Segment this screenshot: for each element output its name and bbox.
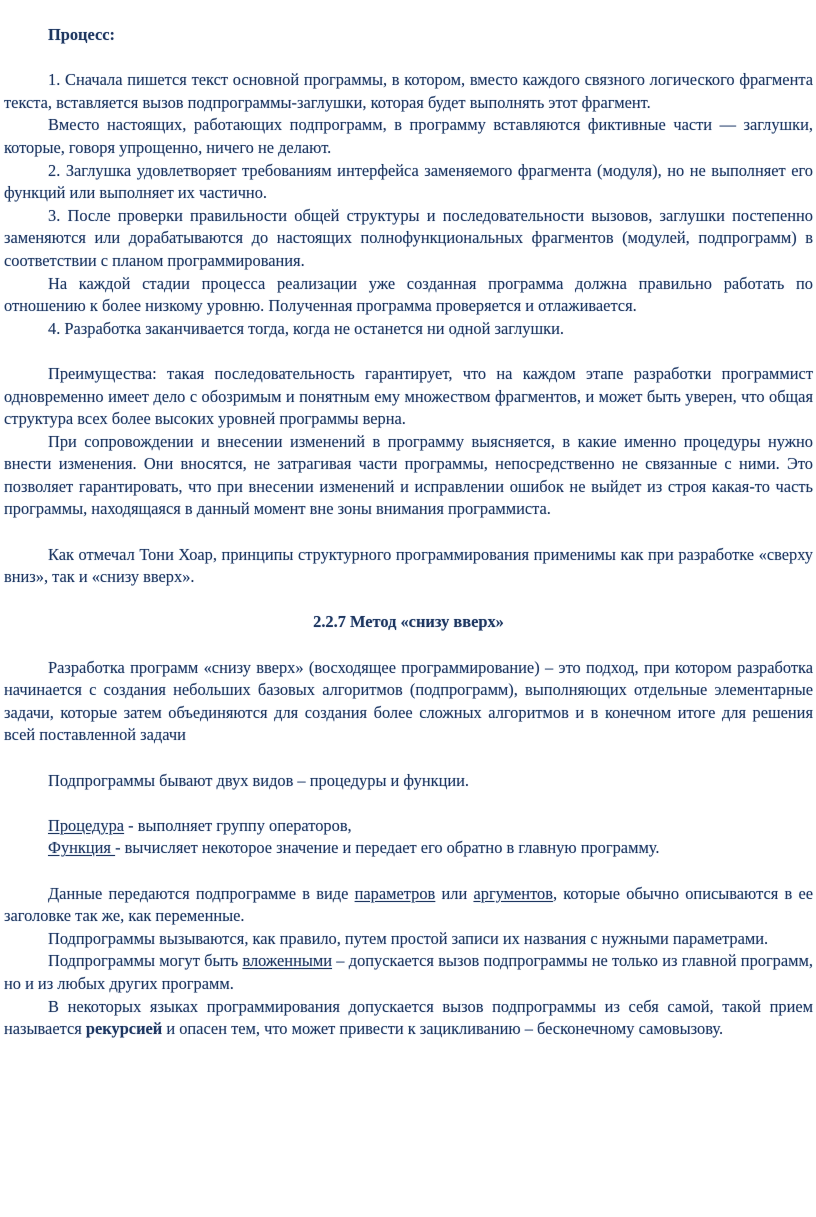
paragraph-calls: Подпрограммы вызываются, как правило, путем простой записи их названия с нужными параметрами.	[48, 928, 769, 948]
paragraph-bottom-up: Разработка программ «снизу вверх» (восходящее программирование) – это подход, при котором разработка начинается с создания небольших базовых алгоритмов (подпрограмм), выполняющих отдельные элементарные задачи, которые затем объединяются для создания более сложных алгоритмов и в конечном итоге для решения всей поставленной задачи	[4, 657, 813, 745]
term-nested: вложенными	[242, 951, 333, 971]
definition-function	[4, 837, 813, 860]
term-function: Функция	[48, 838, 116, 858]
paragraph-nested	[4, 950, 813, 995]
text-fragment: Подпрограммы могут быть	[48, 951, 243, 971]
paragraph-subprogram-types: Подпрограммы бывают двух видов – процедуры и функции.	[48, 770, 469, 790]
paragraph-hoare: Как отмечал Тони Хоар, принципы структурного программирования применимы как при разработке «сверху вниз», так и «снизу вверх».	[4, 544, 813, 587]
definition-function-text: - вычисляет некоторое значение и передает его обратно в главную программу.	[115, 838, 660, 858]
paragraph-step-4: 4. Разработка заканчивается тогда, когда не останется ни одной заглушки.	[48, 318, 564, 338]
paragraph-parameters	[4, 883, 813, 928]
definition-procedure-text: - выполняет группу операторов,	[124, 815, 352, 835]
text-fragment: и опасен тем, что может привести к зацикливанию – бесконечному самовызову.	[162, 1019, 724, 1039]
section-title: 2.2.7 Метод «снизу вверх»	[313, 612, 504, 632]
definition-procedure	[4, 815, 813, 838]
text-fragment: , которые обычно описываются в ее заголовке так же, как переменные.	[4, 883, 814, 926]
process-heading: Процесс:	[48, 25, 115, 44]
text-fragment: или	[435, 883, 474, 903]
text-fragment: – допускается вызов подпрограммы не только из главной программ, но и из любых других программ.	[4, 951, 813, 993]
term-recursion: рекурсией	[85, 1019, 163, 1039]
paragraph-step-2: 2. Заглушка удовлетворяет требованиям интерфейса заменяемого фрагмента (модуля), но не выполняет его функций или выполняет их частично.	[4, 160, 813, 203]
paragraph-stubs: Вместо настоящих, работающих подпрограмм, в программу вставляются фиктивные части — заглушки, которые, говоря упрощенно, ничего не делают.	[4, 115, 813, 157]
paragraph-maintenance: При сопровождении и внесении изменений в программу выясняется, в какие именно процедуры нужно внести изменения. Они вносятся, не затрагивая части программы, непосредственно не связанные с ними. Это позволяет гарантировать, что при внесении изменений и исправлении ошибок не выйдет из строя какая-то часть программы, находящаяся в данный момент вне зоны внимания программиста.	[4, 431, 813, 519]
paragraph-step-1: 1. Сначала пишется текст основной программы, в котором, вместо каждого связного логического фрагмента текста, вставляется вызов подпрограммы-заглушки, которая будет выполнять этот фрагмент.	[4, 70, 813, 112]
paragraph-advantages: Преимущества: такая последовательность гарантирует, что на каждом этапе разработки программист одновременно имеет дело с обозримым и понятным ему множеством фрагментов, и может быть уверен, что общая структура всех более высоких уровней программы верна.	[4, 363, 813, 429]
paragraph-stages: На каждой стадии процесса реализации уже созданная программа должна правильно работать по отношению к более низкому уровню. Полученная программа проверяется и отлаживается.	[4, 273, 813, 316]
text-fragment: В некоторых языках программирования допускается вызов подпрограммы из себя самой, такой прием называется	[4, 996, 813, 1039]
term-parameters: параметров	[354, 883, 436, 903]
paragraph-recursion	[4, 996, 813, 1041]
term-arguments: аргументов	[473, 883, 553, 903]
term-procedure: Процедура	[48, 815, 125, 835]
text-fragment: Данные передаются подпрограмме в виде	[48, 883, 355, 903]
paragraph-step-3: 3. После проверки правильности общей структуры и последовательности вызовов, заглушки постепенно заменяются или дорабатываются до настоящих полнофункциональных фрагментов (модулей, подпрограмм) в соответствии с планом программирования.	[4, 205, 813, 270]
